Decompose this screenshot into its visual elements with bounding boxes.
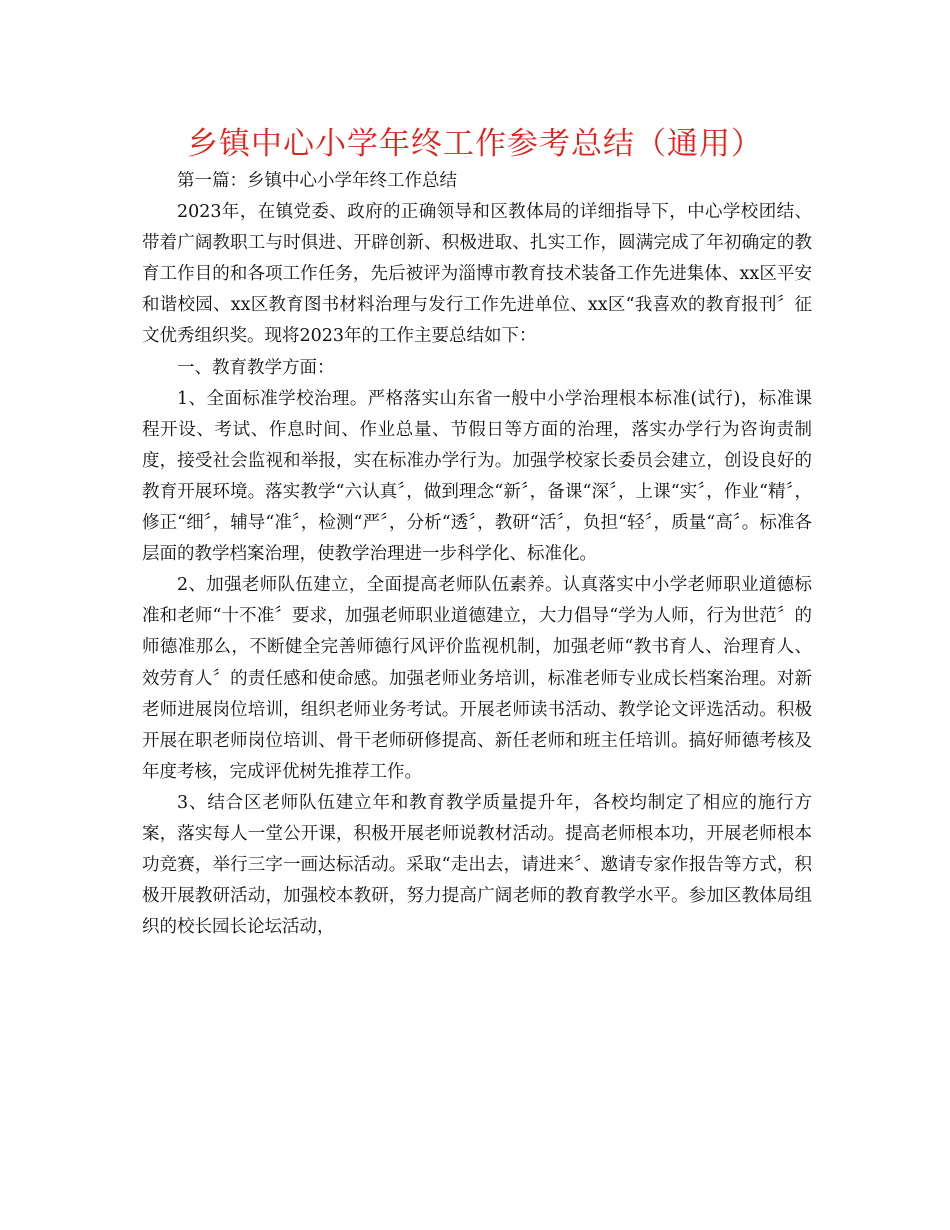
paragraph-intro: 2023年，在镇党委、政府的正确领导和区教体局的详细指导下，中心学校团结、带着广阔教职工与时俱进、开辟创新、积极进取、扎实工作，圆满完成了年初确定的教育工作目的和各项工作任务，先后被评为淄博市教育技术装备工作先进集体、xx区平安和谐校园、xx区教育图书材料治理与发行工作先进单位、xx区“我喜欢的教育报刊〞征文优秀组织奖。现将2023年的工作主要总结如下：: [142, 202, 812, 347]
section-heading: 第一篇：乡镇中心小学年终工作总结: [177, 171, 457, 191]
paragraph-item-1: 1、全面标准学校治理。严格落实山东省一般中小学治理根本标准(试行)，标准课程开设、考试、作息时间、作业总量、节假日等方面的治理，落实办学行为咨询责制度，接受社会监视和举报，实在标准办学行为。加强学校家长委员会建立，创设良好的教育开展环境。落实教学“六认真〞，做到理念“新〞，备课“深〞，上课“实〞，作业“精〞，修正“细〞，辅导“准〞，检测“严〞，分析“透〞，教研“活〞，负担“轻〞，质量“高〞。标准各层面的教学档案治理，使教学治理进一步科学化、标准化。: [142, 388, 812, 565]
paragraph-item-2: 2、加强老师队伍建立，全面提高老师队伍素养。认真落实中小学老师职业道德标准和老师“十不准〞要求，加强老师职业道德建立，大力倡导“学为人师，行为世范〞的师德准那么，不断健全完善师德行风评价监视机制，加强老师“教书育人、治理育人、效劳育人〞的责任感和使命感。加强老师业务培训，标准老师专业成长档案治理。对新老师进展岗位培训，组织老师业务考试。开展老师读书活动、教学论文评选活动。积极开展在职老师岗位培训、骨干老师研修提高、新任老师和班主任培训。搞好师德考核及年度考核，完成评优树先推荐工作。: [142, 575, 812, 782]
paragraph-item-3: 3、结合区老师队伍建立年和教育教学质量提升年，各校均制定了相应的施行方案，落实每人一堂公开课，积极开展老师说教材活动。提高老师根本功，开展老师根本功竞赛，举行三字一画达标活动。采取“走出去，请进来〞、邀请专家作报告等方式，积极开展教研活动，加强校本教研，努力提高广阔老师的教育教学水平。参加区教体局组织的校长园长论坛活动，: [142, 792, 812, 938]
section-heading-teaching: 一、教育教学方面：: [177, 357, 335, 378]
document-body: [142, 166, 812, 943]
document-title: 乡镇中心小学年终工作参考总结（通用）: [187, 126, 763, 162]
